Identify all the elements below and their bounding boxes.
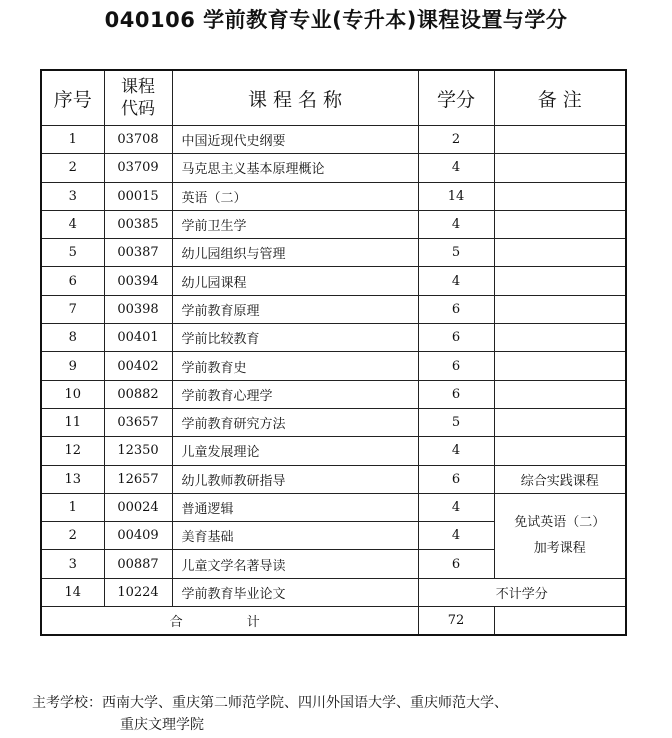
elective-remark-line2: 加考课程 — [533, 540, 586, 556]
cell-credit: 14 — [418, 182, 494, 210]
footer-line1: 主考学校：西南大学、重庆第二师范学院、四川外国语大学、重庆师范大学、 — [32, 695, 508, 711]
cell-credit: 4 — [418, 154, 494, 182]
table-row — [41, 154, 626, 182]
cell-code: 10224 — [104, 578, 172, 606]
cell-remark-elective — [494, 493, 626, 578]
cell-code: 00402 — [104, 352, 172, 380]
page-title: 040106 学前教育专业(专升本)课程设置与学分 — [104, 8, 568, 32]
cell-name: 中国近现代史纲要 — [172, 126, 418, 154]
cell-no: 2 — [41, 522, 104, 550]
cell-no: 10 — [41, 380, 104, 408]
table-row — [41, 437, 626, 465]
table-row — [41, 182, 626, 210]
table-row-thesis — [41, 578, 626, 606]
cell-remark — [494, 126, 626, 154]
cell-credit: 4 — [418, 267, 494, 295]
total-credit: 72 — [418, 607, 494, 636]
table-row — [41, 295, 626, 323]
cell-name: 儿童发展理论 — [172, 437, 418, 465]
cell-name: 幼儿园课程 — [172, 267, 418, 295]
cell-remark — [494, 182, 626, 210]
cell-credit: 6 — [418, 352, 494, 380]
cell-name: 学前比较教育 — [172, 324, 418, 352]
course-table — [40, 69, 627, 636]
header-code-line2: 代码 — [121, 99, 155, 119]
cell-name: 美育基础 — [172, 522, 418, 550]
cell-credit: 6 — [418, 295, 494, 323]
cell-name: 儿童文学名著导读 — [172, 550, 418, 578]
table-row-total — [41, 607, 626, 636]
header-credit: 学分 — [418, 70, 494, 126]
cell-remark — [494, 352, 626, 380]
cell-code: 03709 — [104, 154, 172, 182]
cell-code: 03657 — [104, 408, 172, 436]
cell-code: 00024 — [104, 493, 172, 521]
cell-name: 英语（二） — [172, 182, 418, 210]
table-row — [41, 380, 626, 408]
cell-no: 14 — [41, 578, 104, 606]
cell-remark — [494, 210, 626, 238]
table-row — [41, 267, 626, 295]
cell-credit: 4 — [418, 493, 494, 521]
footer-schools — [32, 692, 662, 736]
cell-no: 3 — [41, 550, 104, 578]
cell-remark — [494, 154, 626, 182]
cell-credit: 6 — [418, 550, 494, 578]
cell-credit: 6 — [418, 465, 494, 493]
cell-no: 1 — [41, 493, 104, 521]
cell-no: 5 — [41, 239, 104, 267]
cell-name: 幼儿教师教研指导 — [172, 465, 418, 493]
cell-code: 00385 — [104, 210, 172, 238]
cell-code: 00398 — [104, 295, 172, 323]
cell-credit: 5 — [418, 239, 494, 267]
header-code — [104, 70, 172, 126]
cell-name: 学前教育毕业论文 — [172, 578, 418, 606]
header-name: 课 程 名 称 — [172, 70, 418, 126]
cell-remark — [494, 408, 626, 436]
cell-code: 03708 — [104, 126, 172, 154]
table-row — [41, 210, 626, 238]
cell-code: 00015 — [104, 182, 172, 210]
cell-name: 学前教育心理学 — [172, 380, 418, 408]
cell-remark-thesis: 不计学分 — [418, 578, 626, 606]
cell-code: 12657 — [104, 465, 172, 493]
cell-code: 00401 — [104, 324, 172, 352]
cell-name: 普通逻辑 — [172, 493, 418, 521]
cell-no: 8 — [41, 324, 104, 352]
total-remark — [494, 607, 626, 636]
elective-remark-line1: 免试英语（二） — [514, 514, 606, 530]
table-row — [41, 408, 626, 436]
cell-no: 6 — [41, 267, 104, 295]
cell-code: 12350 — [104, 437, 172, 465]
cell-name: 幼儿园组织与管理 — [172, 239, 418, 267]
cell-credit: 5 — [418, 408, 494, 436]
cell-code: 00409 — [104, 522, 172, 550]
table-header-row — [41, 70, 626, 126]
cell-code: 00882 — [104, 380, 172, 408]
cell-credit: 6 — [418, 324, 494, 352]
table-row — [41, 126, 626, 154]
cell-remark — [494, 437, 626, 465]
cell-credit: 6 — [418, 380, 494, 408]
cell-code: 00387 — [104, 239, 172, 267]
cell-code: 00394 — [104, 267, 172, 295]
table-row — [41, 352, 626, 380]
cell-no: 12 — [41, 437, 104, 465]
header-index: 序号 — [41, 70, 104, 126]
cell-remark — [494, 239, 626, 267]
cell-no: 13 — [41, 465, 104, 493]
cell-remark — [494, 267, 626, 295]
cell-credit: 2 — [418, 126, 494, 154]
footer-line2: 重庆文理学院 — [120, 717, 204, 733]
cell-no: 1 — [41, 126, 104, 154]
cell-name: 学前教育史 — [172, 352, 418, 380]
header-remark: 备 注 — [494, 70, 626, 126]
cell-remark — [494, 295, 626, 323]
table-row — [41, 493, 626, 521]
cell-remark: 综合实践课程 — [494, 465, 626, 493]
cell-name: 马克思主义基本原理概论 — [172, 154, 418, 182]
cell-no: 2 — [41, 154, 104, 182]
cell-credit: 4 — [418, 522, 494, 550]
cell-no: 11 — [41, 408, 104, 436]
total-label: 合 计 — [41, 607, 418, 636]
cell-remark — [494, 380, 626, 408]
cell-no: 4 — [41, 210, 104, 238]
header-code-line1: 课程 — [121, 77, 155, 97]
table-row — [41, 324, 626, 352]
cell-no: 7 — [41, 295, 104, 323]
cell-no: 3 — [41, 182, 104, 210]
cell-credit: 4 — [418, 437, 494, 465]
table-row — [41, 239, 626, 267]
cell-name: 学前教育原理 — [172, 295, 418, 323]
cell-code: 00887 — [104, 550, 172, 578]
cell-credit: 4 — [418, 210, 494, 238]
cell-name: 学前教育研究方法 — [172, 408, 418, 436]
cell-name: 学前卫生学 — [172, 210, 418, 238]
cell-no: 9 — [41, 352, 104, 380]
table-row — [41, 465, 626, 493]
cell-remark — [494, 324, 626, 352]
